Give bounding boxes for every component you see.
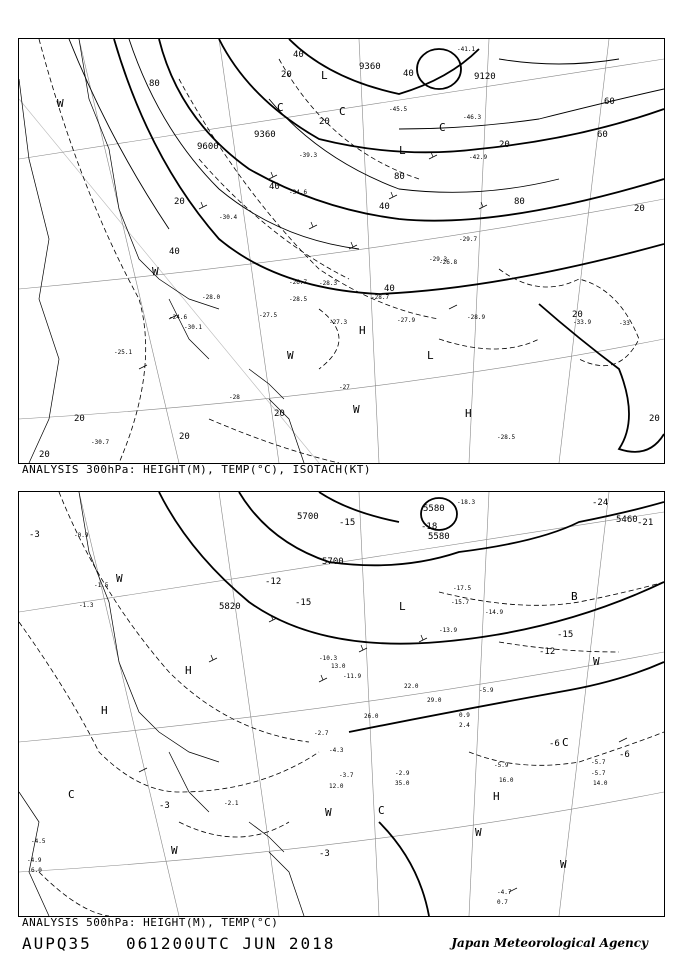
temp-label: -5.9	[479, 687, 494, 694]
isotach-label: 20	[499, 140, 510, 150]
temp-label: 6.0	[31, 867, 42, 874]
temp-label: -28.7	[371, 294, 390, 301]
temp-label: -28.3	[319, 280, 338, 287]
temp-label: -29.3	[429, 256, 448, 263]
temp-label: -41.1	[457, 46, 476, 53]
height-label: 9360	[254, 130, 276, 140]
isotherm-label: -3	[319, 849, 330, 859]
cold-center-marker: C	[277, 101, 284, 114]
temp-label: -30.1	[184, 324, 203, 331]
isotach-label: 20	[649, 414, 660, 424]
height-label: 5460	[616, 515, 638, 525]
isotach-label: 40	[169, 247, 180, 257]
high-center-marker: H	[359, 324, 366, 337]
high-center-marker: H	[101, 704, 108, 717]
low-center-marker: L	[399, 600, 406, 613]
temp-label: -2.7	[314, 730, 329, 737]
high-center-marker: H	[493, 790, 500, 803]
height-label: 5580	[423, 504, 445, 514]
bulletin-code: AUPQ35	[22, 934, 92, 953]
isotherm-label: -3	[159, 801, 170, 811]
temp-label: 22.0	[404, 683, 419, 690]
temp-label: -5.7	[591, 759, 606, 766]
temp-label: -27.5	[259, 312, 278, 319]
height-label: 5580	[428, 532, 450, 542]
temp-label: -39.3	[299, 152, 318, 159]
temp-label: 0.7	[497, 899, 508, 906]
temp-label: 29.0	[427, 697, 442, 704]
temp-label: -46.3	[463, 114, 482, 121]
isotach-label: 40	[379, 202, 390, 212]
temp-label: -28.0	[202, 294, 221, 301]
isotherm-label: -6	[619, 750, 630, 760]
temp-label: -45.5	[389, 106, 408, 113]
isotach-label: 40	[293, 50, 304, 60]
temp-label: -24.6	[169, 314, 188, 321]
temp-label: -30.4	[219, 214, 238, 221]
isotach-label: 40	[403, 69, 414, 79]
isotach-label: 80	[394, 172, 405, 182]
temp-label: -15.7	[451, 599, 470, 606]
warm-center-marker: W	[475, 826, 482, 839]
chart-300hpa	[18, 38, 665, 464]
warm-center-marker: W	[593, 655, 600, 668]
isotherm-label: -12	[539, 647, 556, 657]
graticule	[19, 492, 664, 916]
temp-label: 0.9	[459, 712, 470, 719]
temp-label: -4.7	[497, 889, 512, 896]
temp-label: -33	[619, 320, 630, 327]
warm-center-marker: W	[57, 97, 64, 110]
isotach-label: 20	[74, 414, 85, 424]
cold-center-marker: C	[378, 804, 385, 817]
warm-center-marker: W	[116, 572, 123, 585]
isotach-label: 60	[597, 130, 608, 140]
temp-label: 14.0	[593, 780, 608, 787]
isotherm-label: -18	[421, 522, 438, 532]
height-label: 5820	[219, 602, 241, 612]
cold-center-marker: C	[339, 105, 346, 118]
temp-label: -1.3	[79, 602, 94, 609]
temp-label: -34.6	[289, 189, 308, 196]
isotherm-lines	[19, 492, 664, 916]
height-label: 9120	[474, 72, 496, 82]
isotach-label: 40	[269, 182, 280, 192]
isotherm-label: -15	[295, 598, 312, 608]
isotherm-label: -15	[339, 518, 356, 528]
temp-label: -3.7	[339, 772, 354, 779]
warm-center-marker: W	[353, 403, 360, 416]
temp-label: -28.5	[497, 434, 516, 441]
temp-label: -18.3	[457, 499, 476, 506]
temp-label: -25.1	[114, 349, 133, 356]
isotach-label: 20	[174, 197, 185, 207]
isotach-label: 60	[604, 97, 615, 107]
chart-500hpa	[18, 491, 665, 917]
temp-label: -28.5	[289, 296, 308, 303]
height-label: 5700	[322, 557, 344, 567]
temp-label: -26.7	[289, 279, 308, 286]
low-center-marker: L	[427, 349, 434, 362]
temp-label: -13.9	[439, 627, 458, 634]
isotach-label: 20	[39, 450, 50, 460]
chart-500hpa-caption: ANALYSIS 500hPa: HEIGHT(M), TEMP(°C)	[22, 916, 279, 929]
temp-label: -42.9	[469, 154, 488, 161]
high-center-marker: H	[465, 407, 472, 420]
low-center-marker: L	[399, 144, 406, 157]
isotherm-label: -21	[637, 518, 654, 528]
height-label: 9360	[359, 62, 381, 72]
temp-label: -2.9	[395, 770, 410, 777]
temp-label: -27.9	[397, 317, 416, 324]
isotherm-label: -15	[557, 630, 574, 640]
temp-label: 26.0	[364, 713, 379, 720]
low-center-marker: L	[321, 69, 328, 82]
warm-center-marker: W	[152, 265, 159, 278]
temp-label: -28	[229, 394, 240, 401]
center-marker-b: B	[571, 590, 578, 603]
isotach-label: 40	[384, 284, 395, 294]
temp-label: -28.9	[467, 314, 486, 321]
isotherm-label: -24	[592, 498, 609, 508]
cold-center-marker: C	[439, 121, 446, 134]
high-center-marker: H	[185, 664, 192, 677]
isotach-label: 20	[319, 117, 330, 127]
isotach-label: 80	[514, 197, 525, 207]
graticule	[19, 39, 664, 463]
temp-label: -5.9	[494, 762, 509, 769]
agency-name: Japan Meteorological Agency	[451, 936, 648, 950]
temp-label: -26.8	[439, 259, 458, 266]
isotach-label: 80	[149, 79, 160, 89]
height-contours	[159, 492, 664, 916]
temp-label: 12.0	[329, 783, 344, 790]
temp-label: -2.1	[224, 800, 239, 807]
temp-label: -4.9	[27, 857, 42, 864]
isotach-label: 20	[274, 409, 285, 419]
temp-label: -27.3	[329, 319, 348, 326]
temp-label: 35.0	[395, 780, 410, 787]
temp-label: -30.7	[91, 439, 110, 446]
chart-500hpa-map	[19, 492, 664, 916]
temp-label: -33.9	[573, 319, 592, 326]
warm-center-marker: W	[325, 806, 332, 819]
isotherm-label: -6	[549, 739, 560, 749]
temp-label: -4.5	[31, 838, 46, 845]
chart-300hpa-caption: ANALYSIS 300hPa: HEIGHT(M), TEMP(°C), ISOTACH(KT)	[22, 463, 372, 476]
height-label: 5700	[297, 512, 319, 522]
temp-label: -4.3	[329, 747, 344, 754]
temp-label: 13.0	[331, 663, 346, 670]
temp-label: -29.7	[459, 236, 478, 243]
temp-label: -5.7	[591, 770, 606, 777]
isotach-label: 20	[634, 204, 645, 214]
warm-center-marker: W	[560, 858, 567, 871]
cold-center-marker: C	[562, 736, 569, 749]
analysis-time: 061200UTC JUN 2018	[126, 934, 336, 953]
temp-label: -1.5	[94, 582, 109, 589]
temp-label: -14.9	[485, 609, 504, 616]
warm-center-marker: W	[171, 844, 178, 857]
isotherm-label: -12	[265, 577, 282, 587]
isotach-label: 20	[179, 432, 190, 442]
temp-label: -0.9	[74, 532, 89, 539]
cold-center-marker: C	[68, 788, 75, 801]
temp-label: 2.4	[459, 722, 470, 729]
isotherm-label: -3	[29, 530, 40, 540]
temp-label: 16.0	[499, 777, 514, 784]
chart-300hpa-map	[19, 39, 664, 463]
temp-label: -10.3	[319, 655, 338, 662]
temp-label: -27	[339, 384, 350, 391]
temp-label: -17.5	[453, 585, 472, 592]
temp-label: -11.9	[343, 673, 362, 680]
isotach-label: 20	[281, 70, 292, 80]
height-label: 9600	[197, 142, 219, 152]
isotach-label: 20	[572, 310, 583, 320]
warm-center-marker: W	[287, 349, 294, 362]
